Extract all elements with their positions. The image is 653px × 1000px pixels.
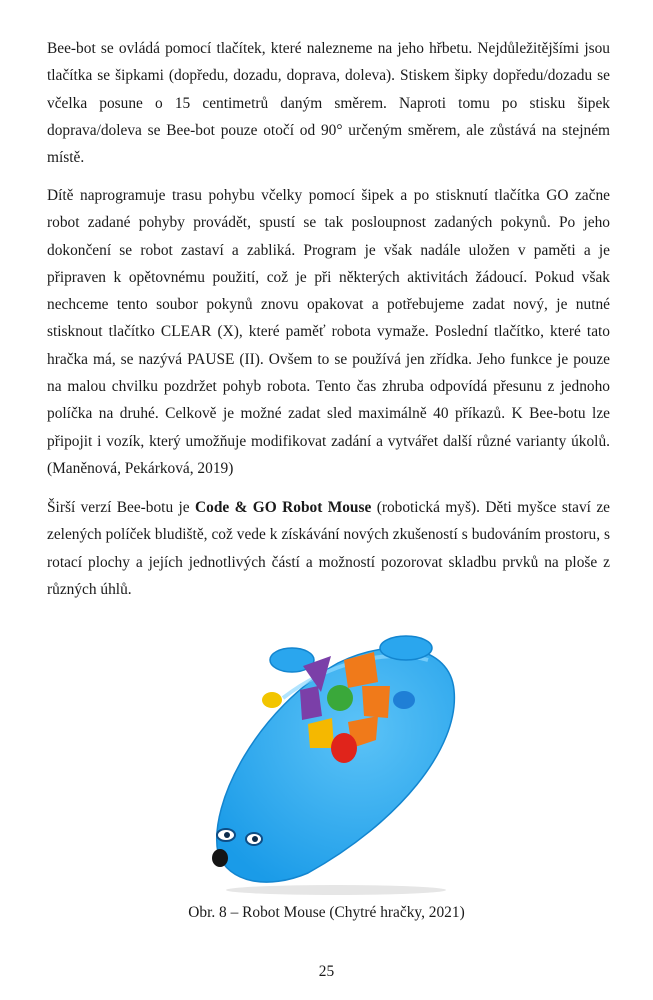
paragraph-robot-mouse-rest: (robotická myš). Děti myšce staví ze zelených políček bludiště, což vede k získávání nových zkušeností s budováním prostoru, s rotací plochy a jejích jednotlivých částí a možností pozorovat skladbu prvků na ploše z různých úhlů. bbox=[47, 499, 611, 598]
blue-button[interactable] bbox=[393, 691, 415, 709]
page-number: 25 bbox=[318, 963, 335, 980]
center-button[interactable] bbox=[327, 685, 353, 711]
yellow-button[interactable] bbox=[262, 692, 282, 708]
paragraph-robot-mouse bbox=[47, 494, 610, 603]
pupil-right bbox=[252, 836, 258, 842]
figure-caption: Obr. 8 – Robot Mouse (Chytré hračky, 2021) bbox=[188, 904, 465, 921]
paragraph-bee-bot-controls: Bee-bot se ovládá pomocí tlačítek, které nalezneme na jeho hřbetu. Nejdůležitějšími jsou tlačítka se šipkami (dopředu, dozadu, doprava, doleva). Stiskem šipky dopředu/dozadu se včelka posune o 15 centimetrů daným směrem. Naproti tomu po stisku šipek doprava/doleva se Bee-bot pouze otočí od 90° určeným směrem, ale zůstává na stejném místě. bbox=[47, 40, 610, 167]
pupil-left bbox=[224, 832, 230, 838]
ear-right bbox=[380, 636, 432, 660]
nose bbox=[212, 849, 228, 867]
robot-mouse-image bbox=[188, 628, 488, 898]
shadow bbox=[226, 885, 446, 895]
arrow-turn-right-icon[interactable] bbox=[362, 686, 390, 718]
robot-mouse-figure bbox=[188, 628, 488, 898]
red-button[interactable] bbox=[331, 733, 357, 763]
product-name: Code & GO Robot Mouse bbox=[195, 499, 372, 516]
paragraph-programming: Dítě naprogramuje trasu pohybu včelky pomocí šipek a po stisknutí tlačítka GO začne robot zadané pohyby provádět, spustí se tak posloupnost zadaných pokynů. Po jeho dokončení se robot zastaví a zabliká. Program je však nadále uložen v paměti a je připraven k opětovnému použití, což je při některých aktivitách žádoucí. Pokud však nechceme tento soubor pokynů znovu opakovat a potřebujeme zadat nový, je nutné stisknout tlačítko CLEAR (X), které paměť robota vymaže. Poslední tlačítko, které tato hračka má, se nazývá PAUSE (II). Ovšem to se používá jen zřídka. Jeho funkce je pouze na malou chvilku pozdržet pohyb robota. Tento čas zhruba odpovídá přesunu z jednoho políčka na druhé. Celkově je možné zadat sled maximálně 40 příkazů. K Bee-botu lze připojit i vozík, který umožňuje modifikovat zadání a vytvářet další různé varianty úkolů. (Maněnová, Pekárková, 2019) bbox=[47, 187, 610, 477]
paragraph-robot-mouse-intro: Širší verzí Bee-botu je bbox=[47, 499, 196, 516]
mouse-body bbox=[217, 648, 455, 882]
